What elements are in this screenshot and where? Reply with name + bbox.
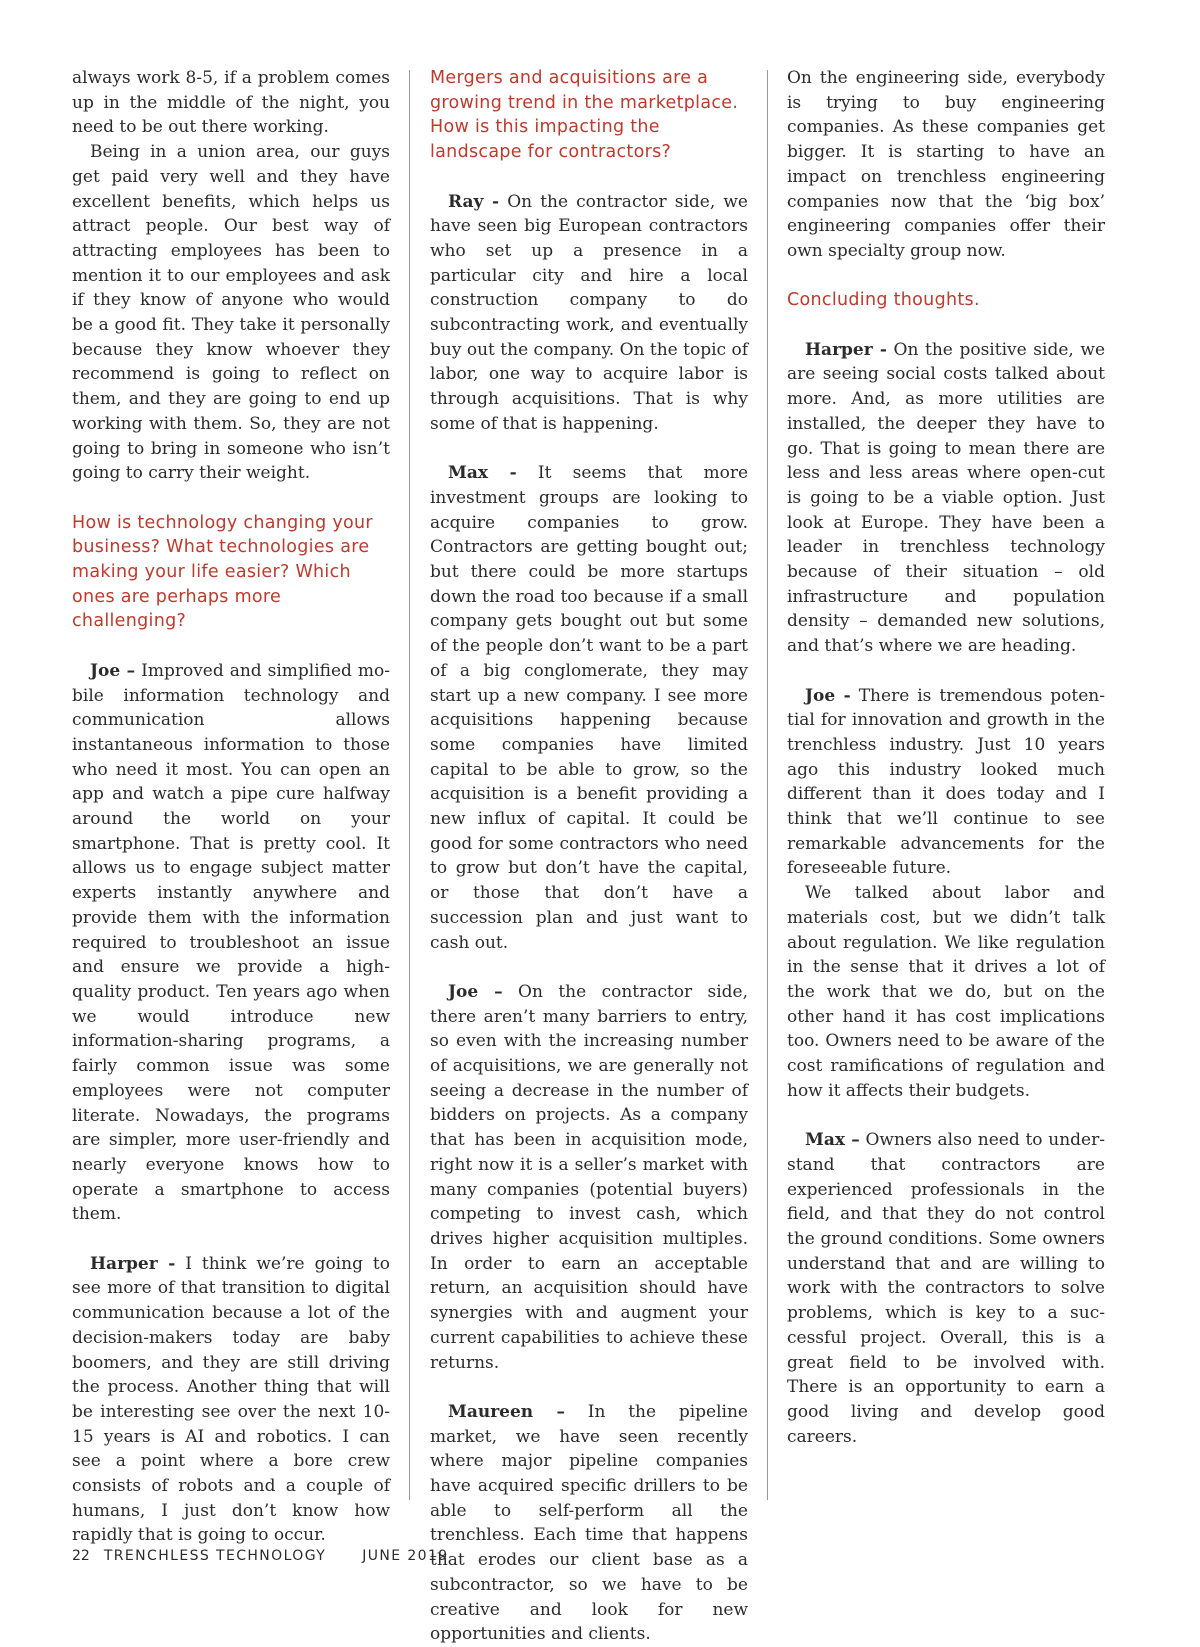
answer-harper [787, 338, 1105, 659]
answer-maureen [430, 1400, 748, 1647]
speaker-name: Harper - [805, 339, 887, 360]
speaker-name: Max - [448, 463, 517, 484]
speaker-name: Joe - [805, 685, 851, 706]
answer-text: On the contractor side, there aren’t many barriers to entry, so even with the increasing number of acquisitions, we are generally not seeing a decrease in the number of bidders on projects. As a company that has been in acquisition mode, right now it is a seller’s market with many companies (potential buyers) competing to invest cash, which drives higher acquisition multiples. In order to earn an acceptable return, an acquisition should have synergies with and augment your current capabilities to achieve these returns. [430, 981, 748, 1373]
answer-ray [430, 190, 748, 437]
question-technology: How is technology changing your business? What technologies are making your life easier? Which ones are perhaps more challenging? [72, 512, 373, 632]
speaker-name: Harper - [90, 1253, 176, 1274]
speaker-name: Joe – [90, 660, 136, 681]
answer-text: In the pipeline market, we have seen recently where major pipeline companies have acquired specific drillers to be able to self-perform all the trenchless. Each time that happens that erodes our client base as a subcontractor, so we have to be creative and look for new opportunities and clients. [430, 1401, 748, 1645]
answer-text: Improved and simplified mobile information technology and communication allows instantaneous information to those who need it most. You can open an app and watch a pipe cure halfway around the world on your smartphone. That is pretty cool. It allows us to engage subject matter experts instantly anywhere and provide them with the information required to troubleshoot an issue and ensure we provide a high-quality product. Ten years ago when we would introduce new information-sharing programs, a fairly common issue was some employees were not computer literate. Nowadays, the programs are simpler, more user-friendly and nearly everyone knows how to operate a smartphone to access them. [72, 660, 390, 1225]
paragraph-engineering: On the engineering side, everybody is trying to buy engineering companies. As these companies get bigger. It is starting to have an impact on trenchless engineering companies now that the ‘big box’ engineering companies offer their own specialty group now. [787, 68, 1105, 261]
column-3 [787, 66, 1105, 1449]
column-1 [72, 66, 390, 1548]
answer-text: I think we’re going to see more of that transition to digital communication because a lot of the decision-makers today are baby boomers, and they are still driving the process. Another thing that will be interesting see over the next 10-15 years is AI and robotics. I can see a point where a bore crew consists of robots and a couple of humans, I just don’t know how rapidly that is going to occur. [72, 1253, 390, 1546]
answer-joe [72, 659, 390, 1227]
speaker-name: Joe – [448, 981, 503, 1002]
speaker-name: Max – [805, 1130, 860, 1151]
speaker-name: Maureen – [448, 1401, 565, 1422]
page-number: 22 [72, 1548, 90, 1564]
answer-text: Owners also need to understand that contractors are experienced professionals in the field, and that they do not control the ground conditions. Some owners understand that and are willing to work with the contractors to solve problems, which is key to a successful project. Overall, this is a great field to be involved with. There is an opportunity to earn a good living and develop good careers. [787, 1130, 1105, 1447]
column-2 [430, 66, 748, 1647]
column-divider [409, 70, 410, 1500]
paragraph-labor: We talked about labor and materials cost, but we didn’t talk about regulation. We like regulation in the sense that it drives a lot of the work that we do, but on the other hand it has cost implications too. Owners need to be aware of the cost ramifications of regulation and how it affects their budgets. [787, 883, 1105, 1101]
paragraph-continued: always work 8-5, if a problem comes up in the middle of the night, you need to be out there working. [72, 68, 390, 138]
page-footer [72, 1548, 449, 1564]
answer-harper [72, 1252, 390, 1548]
answer-text: On the contractor side, we have seen big European contractors who set up a presence in a particular city and hire a local construction company to do subcontracting work, and eventually buy out the company. On the topic of labor, one way to acquire labor is through acquisitions. That is why some of that is happening. [430, 191, 748, 434]
issue-date: JUNE 2019 [362, 1548, 449, 1564]
question-concluding: Concluding thoughts. [787, 290, 980, 311]
question-mergers: Mergers and acquisitions are a growing trend in the marketplace. How is this impacting the landscape for contractors? [430, 68, 739, 163]
magazine-title: TRENCHLESS TECHNOLOGY [103, 1548, 327, 1564]
answer-text: There is tremendous potential for innovation and growth in the trenchless industry. Just 10 years ago this industry looked much different than it does today and I think that we’ll continue to see remarkable advancements for the foreseeable future. [787, 685, 1105, 879]
answer-joe [787, 684, 1105, 882]
speaker-name: Ray - [448, 191, 500, 212]
answer-text: It seems that more investment groups are looking to acquire companies to grow. Contractors are getting bought out; but there could be more startups down the road too because if a small company gets bought out but some of the people don’t want to be a part of a big conglomerate, they may start up a new company. I see more acquisitions happening because some companies have limited capital to be able to grow, so the acquisition is a benefit providing a new influx of capital. It could be good for some contractors who need to grow but don’t have the capital, or those that don’t have a succession plan and just want to cash out. [430, 463, 748, 953]
answer-joe [430, 980, 748, 1375]
answer-max [430, 461, 748, 955]
answer-max [787, 1128, 1105, 1449]
column-divider [767, 70, 768, 1500]
answer-text: On the positive side, we are seeing social costs talked about more. And, as more utilities are installed, the deeper they have to go. That is going to mean there are less and less areas where open-cut is going to be a viable option. Just look at Europe. They have been a leader in trenchless technology because of their situation – old infrastructure and population density – demanded new solutions, and that’s where we are heading. [787, 339, 1106, 657]
paragraph-union: Being in a union area, our guys get paid very well and they have excellent benefits, which helps us attract people. Our best way of attracting employees has been to mention it to our employees and ask if they know of anyone who would be a good fit. They take it personally because they know whoever they recommend is going to reflect on them, and they are going to end up working with them. So, they are not going to bring in someone who isn’t going to carry their weight. [72, 142, 390, 484]
